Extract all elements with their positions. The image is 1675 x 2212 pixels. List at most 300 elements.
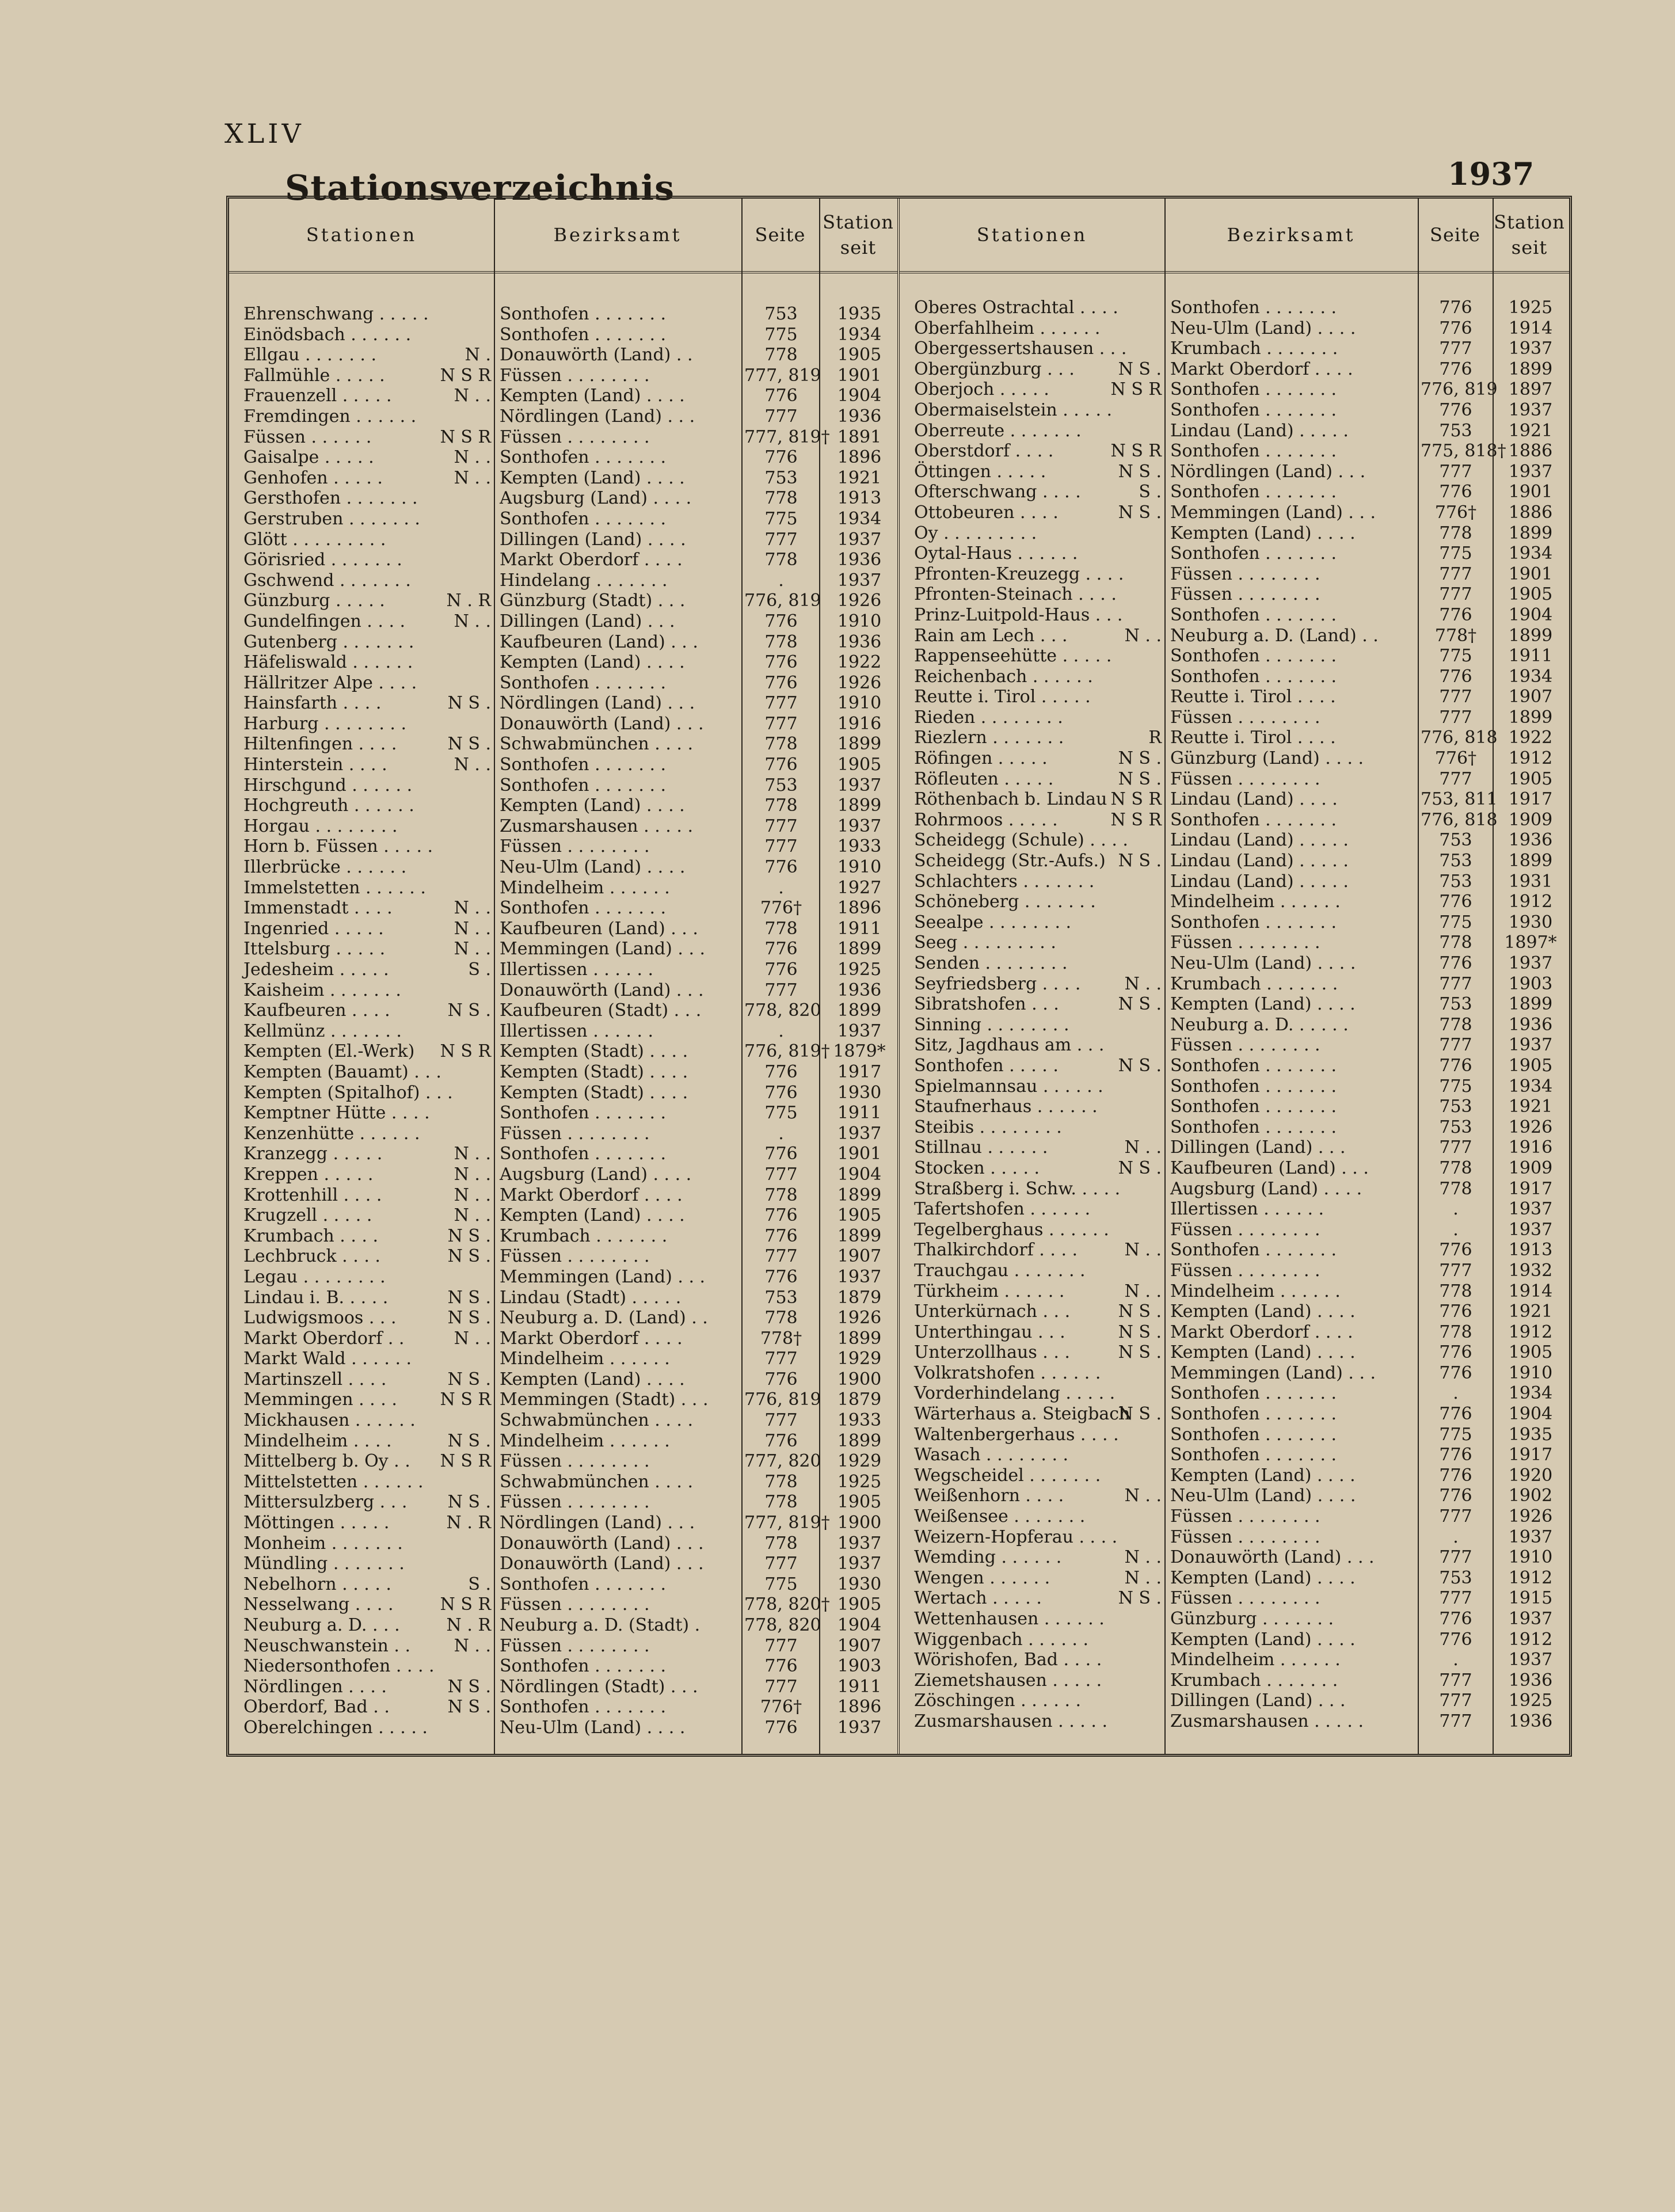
- station-seit-cell: 1910: [1508, 1362, 1553, 1383]
- seite-cell: 776†: [1434, 502, 1477, 523]
- station-flags: N . .: [454, 1185, 491, 1205]
- station-name: Riezlern . . . . . . .: [914, 728, 1064, 748]
- station-name: Kaisheim . . . . . . .: [243, 980, 401, 1000]
- station-seit-cell: 1913: [837, 488, 882, 509]
- station-seit-cell: 1930: [837, 1082, 882, 1103]
- bezirksamt-cell: Lindau (Land) . . . .: [1170, 789, 1338, 810]
- station-name: Frauenzell . . . . .: [243, 386, 392, 406]
- bezirksamt-cell: Günzburg (Stadt) . . .: [500, 591, 686, 611]
- bezirksamt-cell: Füssen . . . . . . . .: [1170, 707, 1320, 728]
- station-seit-line1: Station: [823, 211, 894, 233]
- bezirksamt-cell: Lindau (Land) . . . . .: [1170, 851, 1349, 871]
- seite-cell: 776: [1439, 666, 1472, 687]
- bezirksamt-cell: Schwabmünchen . . . .: [500, 1410, 694, 1431]
- station-seit-cell: 1904: [837, 386, 882, 406]
- bezirksamt-cell: Sonthofen . . . . . . .: [1170, 604, 1337, 625]
- seite-cell: 778: [764, 1308, 798, 1328]
- seite-cell: 778: [764, 488, 798, 509]
- table-row: [900, 1527, 1569, 1548]
- bezirksamt-cell: Sonthofen . . . . . . .: [1170, 809, 1337, 830]
- bezirksamt-cell: Kaufbeuren (Land) . . .: [500, 918, 698, 939]
- bezirksamt-cell: Nördlingen (Land) . . .: [500, 1513, 695, 1533]
- bezirksamt-cell: Donauwörth (Land) . . .: [500, 1554, 704, 1574]
- station-name: Möttingen . . . . .: [243, 1513, 390, 1533]
- seite-cell: 776: [764, 857, 798, 878]
- station-flags: N . .: [454, 1635, 491, 1656]
- bezirksamt-cell: Dillingen (Land) . . . .: [500, 529, 686, 550]
- table-row: [900, 1137, 1569, 1158]
- table-row: [900, 605, 1569, 626]
- bezirksamt-cell: Sonthofen . . . . . . .: [1170, 1445, 1337, 1465]
- bezirksamt-cell: Füssen . . . . . . . .: [500, 836, 650, 857]
- station-seit-cell: 1937: [837, 529, 882, 550]
- seite-cell: 776: [764, 960, 798, 980]
- table-row: [900, 1076, 1569, 1097]
- bezirksamt-cell: Augsburg (Land) . . . .: [500, 1164, 692, 1185]
- table-row: [900, 502, 1569, 523]
- station-seit-cell: 1925: [837, 960, 882, 980]
- table-row: [900, 810, 1569, 831]
- bezirksamt-cell: Kempten (Land) . . . .: [1170, 1567, 1356, 1588]
- bezirksamt-cell: Füssen . . . . . . . .: [1170, 1035, 1320, 1056]
- station-seit-cell: 1905: [837, 1594, 882, 1615]
- station-name: Markt Oberdorf . .: [243, 1328, 405, 1349]
- table-row: [229, 1124, 897, 1144]
- column-header-station-seit: [1493, 199, 1566, 271]
- seite-cell: 777: [764, 980, 798, 1000]
- station-name: Wärterhaus a. Steigbach: [914, 1404, 1130, 1425]
- table-row: [900, 1097, 1569, 1117]
- seite-cell: 778: [1439, 1014, 1472, 1035]
- seite-cell: 776: [764, 652, 798, 673]
- station-seit-cell: 1899: [837, 734, 882, 755]
- table-row: [900, 379, 1569, 400]
- table-row: [900, 421, 1569, 441]
- bezirksamt-cell: Füssen . . . . . . . .: [1170, 768, 1320, 789]
- station-flags: N S .: [447, 1676, 491, 1697]
- station-seit-cell: 1925: [837, 1471, 882, 1492]
- station-name: Glött . . . . . . . . .: [243, 529, 386, 550]
- station-name: Lindau i. B. . . . .: [243, 1287, 389, 1308]
- bezirksamt-cell: Füssen . . . . . . . .: [500, 1123, 650, 1144]
- bezirksamt-cell: Füssen . . . . . . . .: [500, 365, 650, 386]
- seite-cell: .: [1453, 1383, 1459, 1404]
- station-seit-cell: 1897*: [1504, 932, 1557, 953]
- station-flags: N S R: [1110, 379, 1162, 400]
- station-name: Gersthofen . . . . . . .: [243, 488, 418, 509]
- table-row: [229, 1636, 897, 1657]
- bezirksamt-cell: Neuburg a. D. . . . . .: [1170, 1014, 1349, 1035]
- seite-cell: 777: [764, 693, 798, 714]
- station-flags: N . .: [454, 447, 491, 468]
- seite-cell: 776†: [1434, 748, 1477, 769]
- station-seit-line2: seit: [1511, 237, 1548, 258]
- table-row: [900, 687, 1569, 707]
- bezirksamt-cell: Kempten (Land) . . . .: [500, 1369, 685, 1389]
- seite-cell: 778: [764, 734, 798, 755]
- station-name: Ziemetshausen . . . . .: [914, 1670, 1102, 1691]
- station-name: Wiggenbach . . . . . .: [914, 1629, 1089, 1650]
- table-row: [229, 734, 897, 755]
- table-row: [229, 1021, 897, 1042]
- bezirksamt-cell: Krumbach . . . . . . .: [1170, 1670, 1338, 1691]
- station-name: Weizern-Hopferau . . . .: [914, 1526, 1118, 1547]
- station-seit-cell: 1926: [837, 1308, 882, 1328]
- seite-cell: 777: [764, 1676, 798, 1697]
- bezirksamt-cell: Kaufbeuren (Land) . . .: [500, 631, 698, 652]
- table-row: [229, 1697, 897, 1718]
- table-row: [900, 1199, 1569, 1220]
- station-flags: N S R: [1110, 809, 1162, 830]
- station-seit-cell: 1915: [1508, 1588, 1553, 1609]
- table-row: [900, 1568, 1569, 1589]
- station-seit-cell: 1916: [837, 713, 882, 734]
- bezirksamt-cell: Donauwörth (Land) . . .: [1170, 1547, 1375, 1568]
- seite-cell: 776: [764, 1061, 798, 1082]
- column-header-stationen: Stationen: [306, 224, 417, 246]
- table-row: [229, 366, 897, 386]
- station-seit-cell: 1936: [1508, 1014, 1553, 1035]
- bezirksamt-cell: Markt Oberdorf . . . .: [1170, 359, 1353, 379]
- bezirksamt-cell: Sonthofen . . . . . . .: [500, 1144, 667, 1164]
- station-name: Hainsfarth . . . .: [243, 693, 382, 714]
- table-row: [900, 646, 1569, 667]
- bezirksamt-cell: Sonthofen . . . . . . .: [1170, 482, 1337, 502]
- table-row: [229, 1594, 897, 1615]
- bezirksamt-cell: Illertissen . . . . . .: [500, 960, 654, 980]
- seite-cell: 777: [1439, 1137, 1472, 1158]
- station-name: Legau . . . . . . . .: [243, 1266, 386, 1287]
- seite-cell: .: [778, 1123, 784, 1144]
- station-flags: N . R: [446, 1513, 491, 1533]
- table-row: [900, 1363, 1569, 1384]
- station-name: Oberstdorf . . . .: [914, 441, 1054, 462]
- table-row: [229, 447, 897, 468]
- station-flags: N S .: [1118, 768, 1162, 789]
- bezirksamt-cell: Sonthofen . . . . . . .: [500, 304, 667, 324]
- seite-cell: 775: [1439, 912, 1472, 932]
- table-row: [229, 795, 897, 816]
- bezirksamt-cell: Kempten (Land) . . . .: [500, 652, 685, 673]
- station-flags: N S .: [447, 1697, 491, 1718]
- bezirksamt-cell: Memmingen (Land) . . .: [1170, 502, 1376, 523]
- station-seit-cell: 1929: [837, 1349, 882, 1369]
- station-name: Weißenhorn . . . .: [914, 1486, 1064, 1506]
- seite-cell: 777, 819†: [744, 427, 830, 447]
- table-row: [900, 523, 1569, 544]
- bezirksamt-cell: Nördlingen (Land) . . .: [1170, 461, 1366, 482]
- bezirksamt-cell: Kempten (Stadt) . . . .: [500, 1041, 688, 1062]
- station-name: Prinz-Luitpold-Haus . . .: [914, 604, 1123, 625]
- station-name: Sinning . . . . . . . .: [914, 1014, 1069, 1035]
- station-name: Trauchgau . . . . . . .: [914, 1260, 1086, 1281]
- station-seit-cell: 1937: [837, 1266, 882, 1287]
- bezirksamt-cell: Kempten (Land) . . . .: [1170, 1301, 1356, 1322]
- station-name: Volkratshofen . . . . . .: [914, 1362, 1101, 1383]
- bezirksamt-cell: Kempten (Land) . . . .: [1170, 1465, 1356, 1486]
- bezirksamt-cell: Hindelang . . . . . . .: [500, 570, 668, 591]
- table-row: [900, 728, 1569, 748]
- station-flags: N S R: [440, 427, 491, 447]
- station-seit-cell: 1901: [1508, 482, 1553, 502]
- table-row: [900, 1322, 1569, 1343]
- table-row: [900, 667, 1569, 687]
- station-seit-cell: 1910: [837, 857, 882, 878]
- table-row: [229, 1410, 897, 1431]
- bezirksamt-cell: Dillingen (Land) . . .: [500, 611, 675, 631]
- station-name: Unterthingau . . .: [914, 1322, 1065, 1342]
- station-name: Harburg . . . . . . . .: [243, 713, 407, 734]
- station-flags: N . .: [454, 467, 491, 488]
- station-name: Neuschwanstein . .: [243, 1635, 410, 1656]
- station-seit-cell: 1899: [837, 795, 882, 816]
- table-row: [900, 912, 1569, 933]
- table-row: [229, 980, 897, 1001]
- station-name: Reichenbach . . . . . .: [914, 666, 1093, 687]
- station-seit-cell: 1886: [1508, 441, 1553, 462]
- station-flags: N . .: [1124, 1547, 1162, 1568]
- table-row: [900, 626, 1569, 646]
- table-row: [900, 830, 1569, 851]
- station-seit-cell: 1905: [837, 345, 882, 366]
- station-seit-cell: 1899: [1508, 625, 1553, 646]
- table-row: [229, 1062, 897, 1083]
- seite-cell: 777: [764, 1635, 798, 1656]
- station-seit-cell: 1907: [837, 1246, 882, 1267]
- table-row: [229, 427, 897, 448]
- station-flags: N S R: [440, 1041, 491, 1062]
- seite-cell: .: [778, 877, 784, 898]
- station-flags: N S .: [1118, 1055, 1162, 1076]
- seite-cell: 753: [764, 775, 798, 795]
- station-seit-cell: 1934: [1508, 543, 1553, 564]
- table-row: [900, 1630, 1569, 1650]
- table-row: [900, 1711, 1569, 1732]
- table-row: [900, 318, 1569, 339]
- station-seit-cell: 1937: [1508, 1609, 1553, 1629]
- station-seit-cell: 1937: [1508, 1219, 1553, 1240]
- station-name: Markt Wald . . . . . .: [243, 1349, 412, 1369]
- page-title: Stationsverzeichnis: [285, 168, 675, 208]
- station-name: Oberdorf, Bad . .: [243, 1697, 390, 1718]
- seite-cell: 776: [764, 1266, 798, 1287]
- station-flags: N S .: [447, 1492, 491, 1513]
- bezirksamt-cell: Füssen . . . . . . . .: [1170, 1260, 1320, 1281]
- table-left-half: [229, 199, 900, 1754]
- bezirksamt-cell: Kempten (Land) . . . .: [1170, 994, 1356, 1015]
- bezirksamt-cell: Sonthofen . . . . . . .: [500, 775, 667, 795]
- station-seit-cell: 1907: [837, 1635, 882, 1656]
- station-name: Stillnau . . . . . .: [914, 1137, 1048, 1158]
- table-row: [229, 1533, 897, 1554]
- bezirksamt-cell: Sonthofen . . . . . . .: [1170, 646, 1337, 667]
- seite-cell: 778: [1439, 1178, 1472, 1199]
- station-seit-cell: 1925: [1508, 298, 1553, 318]
- station-seit-cell: 1901: [837, 1144, 882, 1164]
- bezirksamt-cell: Zusmarshausen . . . . .: [1170, 1711, 1364, 1731]
- station-name: Pfronten-Steinach . . . .: [914, 584, 1117, 605]
- table-row: [229, 919, 897, 939]
- table-header-left: [229, 199, 897, 273]
- table-row: [229, 1656, 897, 1677]
- bezirksamt-cell: Schwabmünchen . . . .: [500, 1471, 694, 1492]
- seite-cell: 776, 819: [744, 591, 821, 611]
- station-seit-cell: 1933: [837, 1410, 882, 1431]
- station-seit-cell: 1896: [837, 1697, 882, 1718]
- seite-cell: 778: [1439, 1322, 1472, 1342]
- station-seit-cell: 1904: [837, 1615, 882, 1635]
- bezirksamt-cell: Sonthofen . . . . . . .: [500, 898, 667, 919]
- station-name: Röthenbach b. Lindau: [914, 789, 1107, 810]
- seite-cell: 778: [764, 1492, 798, 1513]
- bezirksamt-cell: Nördlingen (Land) . . .: [500, 693, 695, 714]
- bezirksamt-cell: Markt Oberdorf . . . .: [500, 550, 683, 570]
- station-flags: N . .: [454, 939, 491, 960]
- station-name: Obermaiselstein . . . . .: [914, 399, 1113, 420]
- seite-cell: 753: [1439, 830, 1472, 851]
- station-name: Oberfahlheim . . . . . .: [914, 318, 1101, 338]
- seite-cell: 777: [1439, 707, 1472, 728]
- table-right-half: [900, 199, 1569, 1754]
- table-row: [229, 755, 897, 775]
- table-row: [229, 1000, 897, 1021]
- station-seit-cell: 1907: [1508, 687, 1553, 707]
- table-row: [229, 1164, 897, 1185]
- seite-cell: 776: [764, 1656, 798, 1677]
- bezirksamt-cell: Sonthofen . . . . . . .: [500, 1103, 667, 1124]
- station-seit-cell: 1903: [837, 1656, 882, 1677]
- bezirksamt-cell: Augsburg (Land) . . . .: [1170, 1178, 1362, 1199]
- station-flags: N . .: [1124, 1240, 1162, 1261]
- bezirksamt-cell: Reutte i. Tirol . . . .: [1170, 728, 1336, 748]
- station-name: Waltenbergerhaus . . . .: [914, 1424, 1119, 1445]
- page-number: XLIV: [224, 118, 304, 149]
- station-name: Wengen . . . . . .: [914, 1567, 1050, 1588]
- seite-cell: 777: [1439, 1711, 1472, 1731]
- station-table: [226, 196, 1572, 1757]
- station-seit-cell: 1937: [837, 775, 882, 795]
- column-header-bezirksamt: Bezirksamt: [553, 224, 682, 246]
- station-name: Oytal-Haus . . . . . .: [914, 543, 1078, 564]
- bezirksamt-cell: Sonthofen . . . . . . .: [500, 755, 667, 775]
- seite-cell: 775: [1439, 646, 1472, 667]
- station-name: Gaisalpe . . . . .: [243, 447, 374, 468]
- bezirksamt-cell: Nördlingen (Land) . . .: [500, 406, 695, 427]
- table-row: [229, 1718, 897, 1738]
- station-name: Kellmünz . . . . . . .: [243, 1021, 402, 1041]
- seite-cell: 777: [1439, 973, 1472, 994]
- station-flags: N S R: [440, 1451, 491, 1472]
- station-name: Scheidegg (Str.-Aufs.): [914, 851, 1106, 871]
- table-row: [229, 1677, 897, 1697]
- station-name: Krugzell . . . . .: [243, 1205, 372, 1226]
- seite-cell: 776: [1439, 1404, 1472, 1425]
- seite-cell: 776: [1439, 482, 1472, 502]
- seite-cell: 753: [764, 304, 798, 324]
- station-seit-cell: 1899: [837, 1185, 882, 1205]
- seite-cell: 777: [764, 1349, 798, 1369]
- table-row: [229, 1349, 897, 1369]
- seite-cell: 777: [764, 1246, 798, 1267]
- station-seit-cell: 1937: [837, 1554, 882, 1574]
- table-body-right: [900, 298, 1569, 1732]
- table-row: [900, 1281, 1569, 1302]
- bezirksamt-cell: Sonthofen . . . . . . .: [500, 672, 667, 693]
- bezirksamt-cell: Neu-Ulm (Land) . . . .: [1170, 318, 1356, 338]
- seite-cell: 777: [1439, 461, 1472, 482]
- station-seit-cell: 1917: [1508, 1178, 1553, 1199]
- station-name: Kranzegg . . . . .: [243, 1144, 383, 1164]
- table-row: [229, 591, 897, 611]
- bezirksamt-cell: Kempten (Stadt) . . . .: [500, 1061, 688, 1082]
- bezirksamt-cell: Reutte i. Tirol . . . .: [1170, 687, 1336, 707]
- station-seit-cell: 1899: [837, 939, 882, 960]
- seite-cell: 776: [764, 1205, 798, 1226]
- bezirksamt-cell: Kempten (Land) . . . .: [500, 795, 685, 816]
- bezirksamt-cell: Füssen . . . . . . . .: [500, 427, 650, 447]
- bezirksamt-cell: Sonthofen . . . . . . .: [1170, 1424, 1337, 1445]
- bezirksamt-cell: Kempten (Stadt) . . . .: [500, 1082, 688, 1103]
- station-seit-cell: 1910: [837, 693, 882, 714]
- seite-cell: 753: [1439, 1097, 1472, 1117]
- seite-cell: 776, 819: [744, 1389, 821, 1410]
- seite-cell: 778: [1439, 1281, 1472, 1301]
- column-header-stationen: Stationen: [976, 224, 1088, 246]
- table-row: [900, 1670, 1569, 1691]
- table-row: [900, 1609, 1569, 1630]
- table-row: [229, 1431, 897, 1452]
- seite-cell: 776: [1439, 1342, 1472, 1363]
- station-flags: N S .: [1118, 1322, 1162, 1342]
- column-header-station-seit: [819, 199, 897, 271]
- table-row: [229, 836, 897, 857]
- station-seit-cell: 1937: [1508, 1035, 1553, 1056]
- seite-cell: 776: [1439, 1301, 1472, 1322]
- station-seit-cell: 1905: [1508, 584, 1553, 605]
- station-name: Wörishofen, Bad . . . .: [914, 1650, 1102, 1670]
- station-name: Monheim . . . . . . .: [243, 1533, 403, 1554]
- table-row: [900, 1240, 1569, 1261]
- table-row: [900, 1465, 1569, 1486]
- station-name: Neuburg a. D. . . .: [243, 1615, 400, 1635]
- seite-cell: 777: [1439, 1506, 1472, 1527]
- station-seit-cell: 1904: [837, 1164, 882, 1185]
- station-seit-cell: 1934: [1508, 1383, 1553, 1404]
- seite-cell: 777: [1439, 1588, 1472, 1609]
- seite-cell: 776, 818: [1421, 809, 1498, 830]
- station-flags: N S .: [447, 1287, 491, 1308]
- seite-cell: 776: [1439, 1055, 1472, 1076]
- seite-cell: 776: [764, 1717, 798, 1738]
- station-flags: N S .: [1118, 1342, 1162, 1363]
- seite-cell: 777: [1439, 1260, 1472, 1281]
- seite-cell: 777: [1439, 1035, 1472, 1056]
- station-name: Gutenberg . . . . . . .: [243, 631, 414, 652]
- table-row: [900, 1117, 1569, 1138]
- station-seit-cell: 1904: [1508, 604, 1553, 625]
- column-header-seite: Seite: [1430, 224, 1480, 246]
- station-name: Hinterstein . . . .: [243, 755, 387, 775]
- table-row: [229, 1615, 897, 1636]
- station-flags: N . .: [1124, 1486, 1162, 1506]
- seite-cell: 753: [1439, 1117, 1472, 1137]
- seite-cell: 775: [764, 1574, 798, 1594]
- bezirksamt-cell: Sonthofen . . . . . . .: [500, 1574, 667, 1594]
- table-row: [229, 325, 897, 345]
- bezirksamt-cell: Neuburg a. D. (Land) . .: [500, 1308, 708, 1328]
- station-flags: N S .: [1118, 1158, 1162, 1178]
- station-name: Gundelfingen . . . .: [243, 611, 406, 631]
